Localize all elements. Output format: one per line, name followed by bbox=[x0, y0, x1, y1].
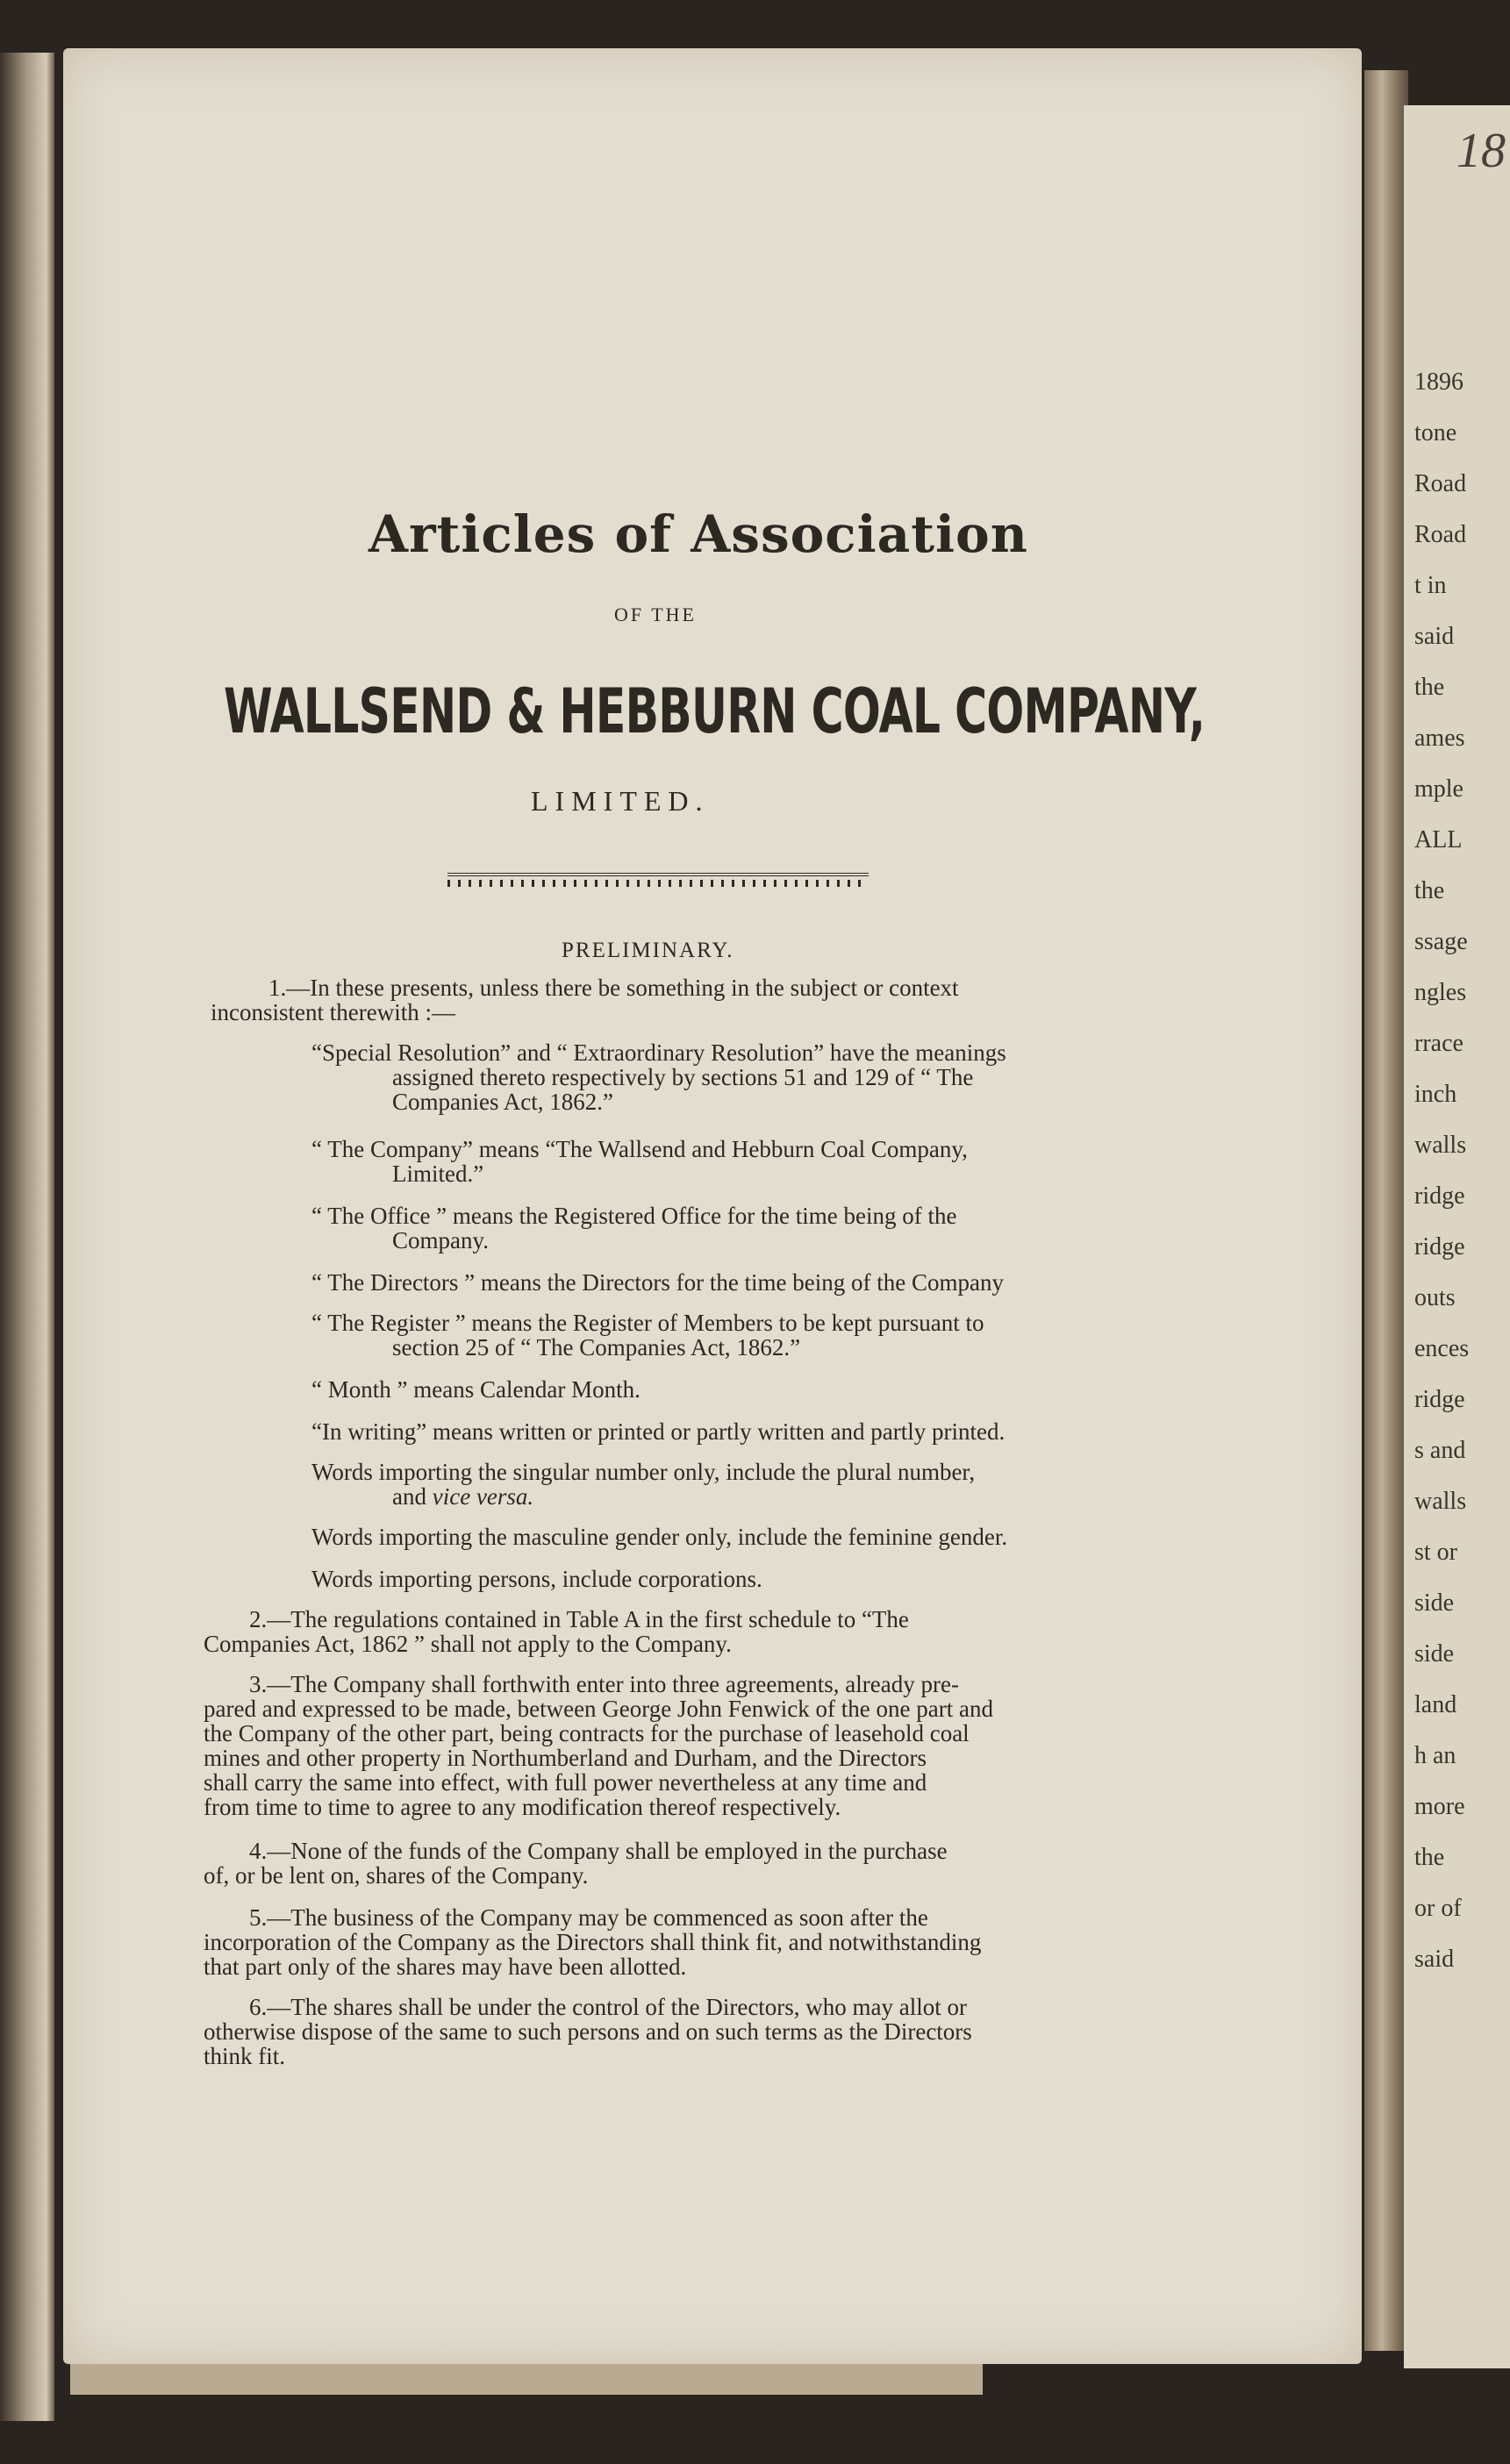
adjacent-fragment: ences bbox=[1414, 1335, 1470, 1362]
clause-4 bbox=[204, 1839, 948, 1888]
definition-line: “ The Company” means “The Wallsend and Hebburn Coal Company, bbox=[311, 1136, 968, 1162]
definition-line: assigned thereto respectively by sections 51 and 129 of “ The bbox=[392, 1064, 974, 1090]
definition-line bbox=[311, 1484, 975, 1509]
adjacent-fragment: 1896 bbox=[1414, 368, 1463, 396]
definition-line: “In writing” means written or printed or partly written and partly printed. bbox=[311, 1418, 1005, 1445]
definition-item bbox=[311, 1525, 1007, 1549]
adjacent-fragment: t in bbox=[1414, 572, 1447, 599]
definition-line: “ The Office ” means the Registered Office for the time being of the bbox=[311, 1203, 957, 1229]
clause-line: 1.—In these presents, unless there be something in the subject or context bbox=[268, 975, 959, 1001]
definition-item bbox=[311, 1203, 956, 1253]
clause-line: mines and other property in Northumberland and Durham, and the Directors bbox=[204, 1745, 927, 1771]
adjacent-fragment: Road bbox=[1414, 521, 1467, 548]
adjacent-fragment: or of bbox=[1414, 1895, 1462, 1922]
page-bottom-edge bbox=[70, 2360, 983, 2395]
ornamental-rule-pattern bbox=[447, 880, 869, 887]
adjacent-fragment: ngles bbox=[1414, 979, 1467, 1006]
section-heading: PRELIMINARY. bbox=[562, 939, 734, 962]
adjacent-fragment: mple bbox=[1414, 775, 1463, 803]
adjacent-fragment: h an bbox=[1414, 1742, 1456, 1769]
definition-line: Limited.” bbox=[392, 1161, 484, 1187]
clause-line: shall carry the same into effect, with full power nevertheless at any time and bbox=[204, 1769, 927, 1796]
clause-line: 2.—The regulations contained in Table A in the first schedule to “The bbox=[249, 1606, 909, 1632]
definition-line: Words importing the singular number only, include the plural number, bbox=[311, 1459, 976, 1485]
page-bundle-edge bbox=[1364, 70, 1408, 2351]
clause-6 bbox=[204, 1995, 972, 2068]
clause-line: 4.—None of the funds of the Company shall be employed in the purchase bbox=[249, 1838, 948, 1864]
definition-line: “ Month ” means Calendar Month. bbox=[311, 1376, 640, 1403]
clause-1 bbox=[211, 975, 959, 1025]
adjacent-fragment: the bbox=[1414, 877, 1445, 904]
clause-line: Companies Act, 1862 ” shall not apply to the Company. bbox=[204, 1631, 732, 1657]
clause-line: the Company of the other part, being contracts for the purchase of leasehold coal bbox=[204, 1720, 970, 1746]
definition-item bbox=[311, 1311, 984, 1360]
clause-line: inconsistent therewith :— bbox=[211, 999, 455, 1025]
definition-line: section 25 of “ The Companies Act, 1862.” bbox=[392, 1334, 801, 1361]
adjacent-fragment: tone bbox=[1414, 419, 1457, 446]
clause-line: incorporation of the Company as the Directors shall think fit, and notwithstanding bbox=[204, 1929, 982, 1955]
company-name: WALLSEND & HEBBURN COAL COMPANY, bbox=[224, 675, 1206, 747]
clause-line: 3.—The Company shall forthwith enter into three agreements, already pre- bbox=[249, 1671, 959, 1697]
adjacent-fragment: side bbox=[1414, 1589, 1455, 1617]
adjacent-fragment: st or bbox=[1414, 1539, 1457, 1566]
adjacent-fragment: said bbox=[1414, 623, 1455, 650]
definition-line: “ The Register ” means the Register of Members to be kept pursuant to bbox=[311, 1310, 984, 1336]
limited-label: LIMITED. bbox=[531, 785, 710, 817]
adjacent-fragment: the bbox=[1414, 1844, 1445, 1871]
definition-item bbox=[311, 1377, 640, 1402]
adjacent-fragment: side bbox=[1414, 1640, 1455, 1668]
clause-line: of, or be lent on, shares of the Company. bbox=[204, 1862, 589, 1889]
definition-item bbox=[311, 1567, 762, 1591]
clause-line: 5.—The business of the Company may be commenced as soon after the bbox=[249, 1904, 928, 1931]
clause-line: pared and expressed to be made, between George John Fenwick of the one part and bbox=[204, 1696, 993, 1722]
clause-line: think fit. bbox=[204, 2043, 285, 2069]
adjacent-fragment: outs bbox=[1414, 1284, 1456, 1311]
definition-item bbox=[311, 1419, 1005, 1444]
clause-line: that part only of the shares may have been allotted. bbox=[204, 1953, 687, 1980]
definition-line: Companies Act, 1862.” bbox=[392, 1089, 613, 1115]
adjacent-fragment: walls bbox=[1414, 1132, 1467, 1159]
clause-3 bbox=[204, 1672, 993, 1819]
adjacent-fragment: rrace bbox=[1414, 1030, 1463, 1057]
adjacent-fragment: ssage bbox=[1414, 928, 1468, 955]
adjacent-fragment: ALL bbox=[1414, 826, 1463, 853]
clause-line: otherwise dispose of the same to such persons and on such terms as the Directors bbox=[204, 2018, 972, 2045]
definition-line: Words importing the masculine gender only, include the feminine gender. bbox=[311, 1524, 1008, 1550]
clause-line: 6.—The shares shall be under the control of the Directors, who may allot or bbox=[249, 1994, 968, 2020]
adjacent-fragment: Road bbox=[1414, 470, 1467, 497]
definition-text: and bbox=[392, 1483, 433, 1510]
document-title: Articles of Association bbox=[369, 504, 1028, 564]
definition-item bbox=[311, 1137, 968, 1186]
clause-5 bbox=[204, 1905, 981, 1979]
of-the-label: OF THE bbox=[614, 604, 697, 625]
adjacent-page-number: 18 bbox=[1456, 124, 1506, 178]
definition-line: Words importing persons, include corporations. bbox=[311, 1566, 762, 1592]
clause-line: from time to time to agree to any modification thereof respectively. bbox=[204, 1794, 841, 1820]
definition-italic: vice versa. bbox=[432, 1483, 534, 1510]
adjacent-page bbox=[1404, 105, 1510, 2368]
adjacent-fragment: said bbox=[1414, 1946, 1455, 1973]
definition-item bbox=[311, 1270, 1004, 1295]
adjacent-fragment: inch bbox=[1414, 1081, 1457, 1108]
adjacent-fragment: land bbox=[1414, 1691, 1457, 1718]
adjacent-fragment: ames bbox=[1414, 725, 1465, 752]
adjacent-fragment: ridge bbox=[1414, 1182, 1465, 1210]
adjacent-fragment: more bbox=[1414, 1793, 1465, 1820]
definition-line: “ The Directors ” means the Directors for the time being of the Company bbox=[311, 1269, 1004, 1296]
adjacent-fragment: ridge bbox=[1414, 1233, 1465, 1261]
adjacent-fragment: the bbox=[1414, 674, 1445, 701]
adjacent-fragment: ridge bbox=[1414, 1386, 1465, 1413]
left-page-edge bbox=[0, 53, 54, 2421]
adjacent-fragment: s and bbox=[1414, 1437, 1466, 1464]
definition-line: Company. bbox=[392, 1227, 489, 1253]
definition-item bbox=[311, 1040, 1006, 1114]
definition-line: “Special Resolution” and “ Extraordinary Resolution” have the meanings bbox=[311, 1039, 1006, 1066]
adjacent-fragment: walls bbox=[1414, 1488, 1467, 1515]
clause-2 bbox=[204, 1607, 909, 1656]
definition-item bbox=[311, 1460, 975, 1509]
